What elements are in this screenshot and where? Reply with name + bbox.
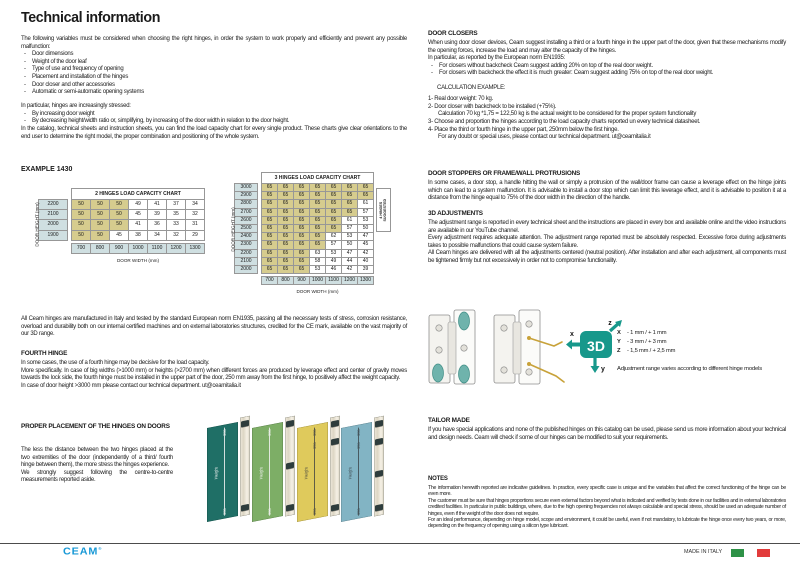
capacity-cell: 65 [277, 199, 294, 208]
capacity-cell: 57 [357, 208, 374, 217]
list-item: 4- Place the third or fourth hinge in the upper part, 250mm below the first hinge. [428, 126, 619, 133]
legend-row [617, 348, 675, 355]
capacity-cell: 65 [309, 183, 326, 192]
capacity-cell: 45 [128, 209, 148, 220]
capacity-cell: 50 [109, 219, 129, 230]
capacity-cell: 50 [357, 224, 374, 233]
legend-range-value: - 3 mm / + 3 mm [627, 339, 667, 345]
table-title: 3 HINGES LOAD CAPACITY CHART [261, 172, 374, 184]
list-item: - Placement and installation of the hinges [21, 74, 407, 82]
door-closers-p1: When using door closer devices, Ceam suggest installing a third or a fourth hinge in the upper part of the door, given that these mechanisms modify the opening forces, increase the load and may alter the capacity of the hinges. [428, 40, 786, 54]
capacity-cell: 65 [293, 240, 310, 249]
dimension-line [224, 427, 225, 515]
list-item: - By increasing door weight [21, 111, 407, 119]
hinge-icon [375, 504, 383, 512]
capacity-cell: 61 [357, 199, 374, 208]
capacity-cell: 65 [277, 249, 294, 258]
door-stoppers-p1: In some cases, a door stop, a handle hitting the wall or simply a protrusion of the wall/door frame can cause a leverage effect on the hinge joints which can lead to a system malfunction. It is advisable to install a door stop which can limit this leverage effect, and it is advisable to position it at a distance from the hinge equal to 75% of the door width in the direction of the handle. [428, 180, 786, 202]
door-height-cell: 2500 [234, 224, 258, 233]
notes-section [428, 476, 786, 530]
capacity-cell: 50 [90, 199, 110, 210]
capacity-cell: 65 [325, 183, 342, 192]
door-width-cell: 1000 [128, 243, 148, 254]
capacity-cell: 65 [293, 199, 310, 208]
list-item: - Door dimensions [21, 51, 407, 59]
capacity-cell: 65 [261, 183, 278, 192]
hinge-icon [375, 438, 383, 446]
capacity-cell: 58 [309, 257, 326, 266]
door-placement-diagrams [200, 424, 395, 540]
door-width-cell: 700 [261, 276, 278, 285]
hinge-adjustment-keys-illustration [492, 308, 570, 390]
capacity-cell: 65 [261, 208, 278, 217]
door-height-cell: 1900 [38, 230, 68, 241]
capacity-cell: 45 [109, 230, 129, 241]
capacity-cell: 65 [293, 216, 310, 225]
door-face [207, 422, 238, 522]
capacity-cell: 65 [325, 208, 342, 217]
hinge-icon [286, 420, 294, 428]
door-height-cell: 2600 [234, 216, 258, 225]
door-diagram [207, 428, 253, 532]
capacity-cell: 45 [357, 240, 374, 249]
door-height-cell: 2800 [234, 199, 258, 208]
capacity-cell: 65 [325, 199, 342, 208]
legend-range-value: - 1 mm / + 1 mm [627, 330, 667, 336]
capacity-cell: 53 [341, 232, 358, 241]
table-widths-row [234, 276, 374, 285]
capacity-cell: 65 [293, 183, 310, 192]
list-item: - By decreasing height/width ratio or, simplifying, by increasing of the door width in relation to the door height. [21, 118, 407, 126]
capacity-cell: 65 [325, 224, 342, 233]
capacity-cell: 65 [277, 216, 294, 225]
capacity-cell: 65 [309, 232, 326, 241]
dimension-200-top: 200 [267, 428, 272, 436]
list-item: For any doubt or special uses, please contact our technical department. ut@ceamitalia.it [438, 134, 651, 141]
door-tilt [207, 419, 253, 522]
intro-lead: The following variables must be considered when choosing the right hinges, in order the system to work properly and efficiently and prevent any possible malfunction: [21, 36, 407, 50]
dimension-200-top: 200 [222, 428, 227, 436]
capacity-cell: 61 [341, 216, 358, 225]
dimension-200-bottom: 250 [356, 508, 361, 516]
capacity-cell: 31 [185, 219, 205, 230]
door-stoppers-heading: DOOR STOPPERS OR FRAME/WALL PROTRUSIONS [428, 170, 581, 177]
door-height-cell: 3000 [234, 183, 258, 192]
capacity-cell: 53 [309, 265, 326, 274]
placement-text [21, 447, 173, 485]
capacity-cell: 65 [277, 240, 294, 249]
adjustment-range-legend [617, 330, 675, 357]
capacity-cell: 65 [277, 232, 294, 241]
dimension-line [314, 427, 315, 515]
capacity-cell: 65 [325, 191, 342, 200]
legend-range-value: - 1,5 mm / + 2,5 mm [627, 348, 676, 354]
italy-flag-white [744, 549, 757, 557]
list-item: - For closers with backcheck the effect it is much greater: Ceam suggest adding 75% on top of the real door weight. [428, 70, 786, 78]
capacity-cell: 53 [357, 216, 374, 225]
height-label: Height [347, 466, 353, 480]
capacity-cell: 50 [90, 219, 110, 230]
capacity-cell: 65 [277, 183, 294, 192]
door-frame [330, 416, 340, 517]
capacity-cell: 65 [293, 249, 310, 258]
table-row [234, 265, 374, 274]
door-width-cell: 800 [90, 243, 110, 254]
hinge-icon [241, 420, 249, 428]
ceam-logo: CEAM® [63, 546, 102, 558]
capacity-cell: 50 [109, 209, 129, 220]
footer-divider [0, 543, 800, 544]
capacity-cell: 49 [128, 199, 148, 210]
capacity-cell: 50 [71, 230, 91, 241]
capacity-cell: 50 [71, 209, 91, 220]
placement-p2: We strongly suggest following the centre-to-centre measurements reported aside. [21, 469, 173, 484]
legend-row [617, 330, 675, 337]
capacity-cell: 47 [357, 232, 374, 241]
table-widths-row [38, 243, 205, 254]
capacity-cell: 65 [293, 191, 310, 200]
dimension-line [358, 427, 359, 515]
door-height-cell: 2700 [234, 208, 258, 217]
made-in-italy-label: MADE IN ITALY [684, 549, 723, 555]
notes-p3: For an ideal performance, depending on hinge model, scope and environment, it could be useful, even if not mandatory, to lubricate the hinge once every two years, or more, depending on the frequency of opening using a silicon type lubricant. [428, 516, 786, 530]
capacity-cell: 65 [293, 232, 310, 241]
capacity-cell: 57 [325, 240, 342, 249]
capacity-cell: 63 [309, 249, 326, 258]
calc-steps [428, 96, 786, 142]
capacity-cell: 49 [325, 257, 342, 266]
door-height-cell: 2400 [234, 232, 258, 241]
capacity-cell: 65 [341, 183, 358, 192]
capacity-cell: 47 [341, 249, 358, 258]
door-closers-p2: In particular, as reported by the European norm EN1935: [428, 55, 566, 62]
door-diagram [297, 428, 343, 532]
adjustments-section [428, 210, 786, 266]
italy-flag-red [757, 549, 770, 557]
height-label: Height [213, 466, 219, 480]
tailor-made-heading: TAILOR MADE [428, 417, 470, 424]
capacity-cell: 33 [166, 219, 186, 230]
list-item: 3- Choose and proportion the hinges according to the load capacity charts reported un every technical datasheet. [428, 118, 701, 125]
fourth-hinge-section [21, 350, 407, 390]
3d-logo-text: 3D [587, 338, 605, 354]
capacity-cell: 34 [185, 199, 205, 210]
door-height-cell: 2000 [234, 265, 258, 274]
adjustments-p2: Every adjustment requires adequate attention. The adjustment range reported must be absolutely respected. Excessive force during adjustments takes to possible malfunctions that could cause system failure. [428, 235, 786, 249]
adjustments-heading: 3D ADJUSTMENTS [428, 210, 483, 217]
legend-row [617, 339, 675, 346]
list-item: 1- Real door weight: 70 kg. [428, 96, 493, 103]
certification-paragraph: All Ceam hinges are manufactured in Italy and tested by the standard European norm EN1935, passing all the necessary tests of stress, corrosion resistance, overload and durability both on our internal certified machines and on external laboratories structures, credited for the CE mark, available on the vast majority of our 3D range. [21, 316, 407, 338]
capacity-cell: 65 [309, 240, 326, 249]
door-closers-heading: DOOR CLOSERS [428, 30, 478, 37]
capacity-cell: 50 [71, 219, 91, 230]
capacity-cell: 65 [341, 191, 358, 200]
door-height-axis-label: DOOR HEIGHT (mm) [230, 207, 236, 252]
list-item: 2- Door closer with backcheck to be installed (+75%). [428, 103, 557, 110]
capacity-cell: 29 [185, 230, 205, 241]
dimension-200-top: 200 [312, 428, 317, 436]
capacity-cell: 65 [309, 224, 326, 233]
intro-bullets [21, 51, 407, 97]
capacity-cell: 65 [277, 191, 294, 200]
capacity-cell: 65 [293, 208, 310, 217]
example-heading: EXAMPLE 1430 [21, 166, 73, 173]
door-width-cell: 1300 [357, 276, 374, 285]
capacity-cell: 34 [147, 230, 167, 241]
list-item: - For closers without backcheck Ceam suggest adding 20% on top of the real door weight. [428, 63, 786, 71]
notes-p1: The information herewith reported are indicative guidelines. In practice, every specific case is unique and the variables that affect the correct functioning of the hinge can be even more. [428, 484, 786, 498]
capacity-cell: 44 [341, 257, 358, 266]
door-height-axis-label: DOOR HEIGHT (mm) [34, 202, 40, 247]
adjustment-range-caption: Adjustment range varies according to different hinge models [617, 366, 762, 372]
door-width-cell: 700 [71, 243, 91, 254]
table-row [38, 230, 205, 241]
capacity-cell: 65 [293, 265, 310, 274]
door-face [297, 422, 328, 522]
door-tilt [341, 419, 387, 522]
capacity-cell: 65 [293, 224, 310, 233]
door-tilt [252, 419, 298, 522]
capacity-cell: 38 [128, 230, 148, 241]
capacity-cell: 50 [341, 240, 358, 249]
dimension-250-gap: 250 [356, 441, 361, 449]
intro-p2: In particular, hinges are increasingly stressed: [21, 103, 131, 110]
dimension-250-gap: 250 [312, 441, 317, 449]
door-diagram [252, 428, 298, 532]
capacity-cell: 35 [166, 209, 186, 220]
door-width-cell: 1100 [325, 276, 342, 285]
door-diagram [341, 428, 387, 532]
door-frame [240, 416, 250, 517]
door-width-cell: 1300 [185, 243, 205, 254]
door-face [252, 422, 283, 522]
capacity-cell: 40 [357, 257, 374, 266]
notes-p2: The customer must be sure that hinges proportions secure even external factors beyond what is indicated and verified by tests done in our facilities and in external laboratories credited facilities. In particular in public buildings, where, due to the high opening frequencies not always calculable and special stress, should be used an adequate number of hinges, even if the weight of the door does not require. [428, 497, 786, 517]
list-item: - Type of use and frequency of opening [21, 66, 407, 74]
capacity-cell: 62 [325, 232, 342, 241]
capacity-cell: 65 [341, 199, 358, 208]
capacity-cell: 42 [341, 265, 358, 274]
capacity-cell: 36 [147, 219, 167, 230]
capacity-cell: 65 [309, 199, 326, 208]
capacity-cell: 50 [90, 209, 110, 220]
door-height-cell: 2100 [38, 209, 68, 220]
fourth-hinge-p2: More specifically. In case of big widths (>1000 mm) or heights (>2700 mm) when different forces are produced by leverage effect and center of gravity moves towards the lock side, the fourth hinge must be installed in the upper part of the door, 250 mm away from the first hinge, to positively affect the weight capacity. [21, 367, 407, 382]
capacity-cell: 65 [309, 191, 326, 200]
capacity-cell: 50 [109, 199, 129, 210]
door-height-cell: 2900 [234, 191, 258, 200]
height-label: Height [303, 466, 309, 480]
intro-bullets-2 [21, 111, 407, 126]
load-capacity-table-3-hinges [230, 172, 388, 295]
hinge-icon [375, 470, 383, 478]
door-width-cell: 1100 [147, 243, 167, 254]
capacity-cell: 65 [261, 249, 278, 258]
capacity-cell: 65 [325, 216, 342, 225]
capacity-cell: 65 [293, 257, 310, 266]
calc-heading: CALCULATION EXAMPLE: [437, 84, 506, 91]
fourth-hinge-p1: In some cases, the use of a fourth hinge may be decisive for the load capacity. [21, 360, 210, 367]
dimension-200-bottom: 250 [312, 508, 317, 516]
height-label: Height [258, 466, 264, 480]
door-tilt [297, 419, 343, 522]
axis-y-label: y [601, 366, 605, 373]
capacity-cell: 65 [341, 208, 358, 217]
door-stoppers-section [428, 170, 786, 203]
italy-flag-green [731, 549, 744, 557]
door-width-cell: 800 [277, 276, 294, 285]
door-width-cell: 1200 [341, 276, 358, 285]
hinge-icon [241, 504, 249, 512]
axis-x-label: x [570, 331, 574, 338]
list-item: - Automatic or semi-automatic opening systems [21, 89, 407, 97]
door-height-cell: 2200 [234, 249, 258, 258]
tailor-made-section [428, 417, 786, 442]
placement-p1: The less the distance between the two hinges placed at the two extremities of the door (independently of a third/ fourth hinge between them), the more stress the hinges experience. [21, 447, 173, 469]
door-height-cell: 2000 [38, 219, 68, 230]
door-frame [285, 416, 295, 517]
list-item: - Door closer and other accessories [21, 82, 407, 90]
capacity-cell: 53 [325, 249, 342, 258]
capacity-cell: 39 [147, 209, 167, 220]
dimension-200-bottom: 200 [222, 508, 227, 516]
capacity-cell: 50 [90, 230, 110, 241]
dimension-200-bottom: 200 [267, 508, 272, 516]
tailor-made-p1: If you have special applications and none of the published hinges on this catalog can be used, please send us more information about your technical and design needs. Ceam will check if some of our hinges can be modified to suit your requirements. [428, 427, 786, 441]
door-height-cell: 2200 [38, 199, 68, 210]
capacity-cell: 65 [261, 224, 278, 233]
hinge-covers-illustration [427, 308, 477, 390]
door-width-cell: 900 [293, 276, 310, 285]
door-frame [374, 416, 384, 517]
capacity-cell: 65 [261, 191, 278, 200]
capacity-cell: 39 [357, 265, 374, 274]
list-item: Calculation 70 kg *1,75 = 122,50 kg is the actual weight to be considered for the proper system functionality [438, 111, 697, 118]
capacity-cell: 65 [357, 183, 374, 192]
capacity-cell: 65 [309, 216, 326, 225]
page-title: Technical information [21, 9, 161, 26]
capacity-cell: 46 [325, 265, 342, 274]
table-title: 2 HINGES LOAD CAPACITY CHART [71, 188, 205, 200]
placement-heading: PROPER PLACEMENT OF THE HINGES ON DOORS [21, 423, 170, 430]
adjustments-p3: All Ceam hinges are delivered with all the adjustments centered (neutral position). After installation and after each adjustment, all components must be tightened firmly but not excessively in order not to compromise functionality. [428, 250, 786, 265]
capacity-cell: 32 [185, 209, 205, 220]
door-height-cell: 2300 [234, 240, 258, 249]
capacity-cell: 65 [277, 257, 294, 266]
hinge-icon [286, 461, 294, 469]
intro-section [21, 36, 407, 141]
capacity-cell: 41 [128, 219, 148, 230]
capacity-cell: 65 [357, 191, 374, 200]
door-width-cell: 1200 [166, 243, 186, 254]
capacity-cell: 65 [277, 265, 294, 274]
capacity-cell: 65 [309, 208, 326, 217]
door-closers-section [428, 30, 786, 142]
list-item: - Weight of the door leaf [21, 59, 407, 67]
capacity-cell: 32 [166, 230, 186, 241]
capacity-cell: 65 [277, 208, 294, 217]
capacity-cell: 65 [261, 265, 278, 274]
intro-p3: In the catalog, technical sheets and instruction sheets, you can find the load capacity chart for every single product. These charts give clear orientations to the end user to determine the right model, the proper combination and positioning of the whole system. [21, 126, 407, 140]
door-face [341, 422, 372, 522]
capacity-cell: 65 [261, 257, 278, 266]
capacity-cell: 41 [147, 199, 167, 210]
door-width-cell: 900 [109, 243, 129, 254]
door-closers-bullets [428, 63, 786, 78]
axis-z-label: z [608, 320, 612, 327]
capacity-cell: 57 [341, 224, 358, 233]
hinge-icon [331, 504, 339, 512]
notes-heading: NOTES [428, 476, 448, 482]
capacity-cell: 65 [261, 240, 278, 249]
door-height-cell: 2100 [234, 257, 258, 266]
hinge-icon [331, 438, 339, 446]
four-hinges-suggested-note: 4 HINGES SUGGESTED [376, 188, 391, 232]
capacity-cell: 65 [261, 232, 278, 241]
dimension-line [269, 427, 270, 515]
capacity-cell: 42 [357, 249, 374, 258]
legend-axis-label: Z [617, 348, 621, 354]
hinge-icon [331, 420, 339, 428]
legend-axis-label: Y [617, 339, 621, 345]
load-capacity-table-2-hinges [34, 188, 205, 263]
capacity-cell: 65 [277, 224, 294, 233]
capacity-cell: 65 [261, 216, 278, 225]
door-width-axis-label: DOOR WIDTH (mm) [116, 257, 160, 263]
door-width-cell: 1000 [309, 276, 326, 285]
capacity-cell: 37 [166, 199, 186, 210]
hinge-icon [375, 420, 383, 428]
dimension-200-top: 200 [356, 428, 361, 436]
door-width-axis-label: DOOR WIDTH (mm) [296, 289, 339, 295]
fourth-hinge-heading: FOURTH HINGE [21, 350, 68, 357]
legend-axis-label: X [617, 330, 621, 336]
adjustments-p1: The adjustment range is reported in every technical sheet and the instructions are placed in every box and available online and the video instructions are available in our YouTube channel. [428, 220, 786, 234]
hinge-icon [286, 504, 294, 512]
fourth-hinge-p3: In case of door height >3000 mm please contact our technical department. ut@ceamitalia.it [21, 382, 241, 389]
capacity-cell: 65 [261, 199, 278, 208]
capacity-cell: 50 [71, 199, 91, 210]
